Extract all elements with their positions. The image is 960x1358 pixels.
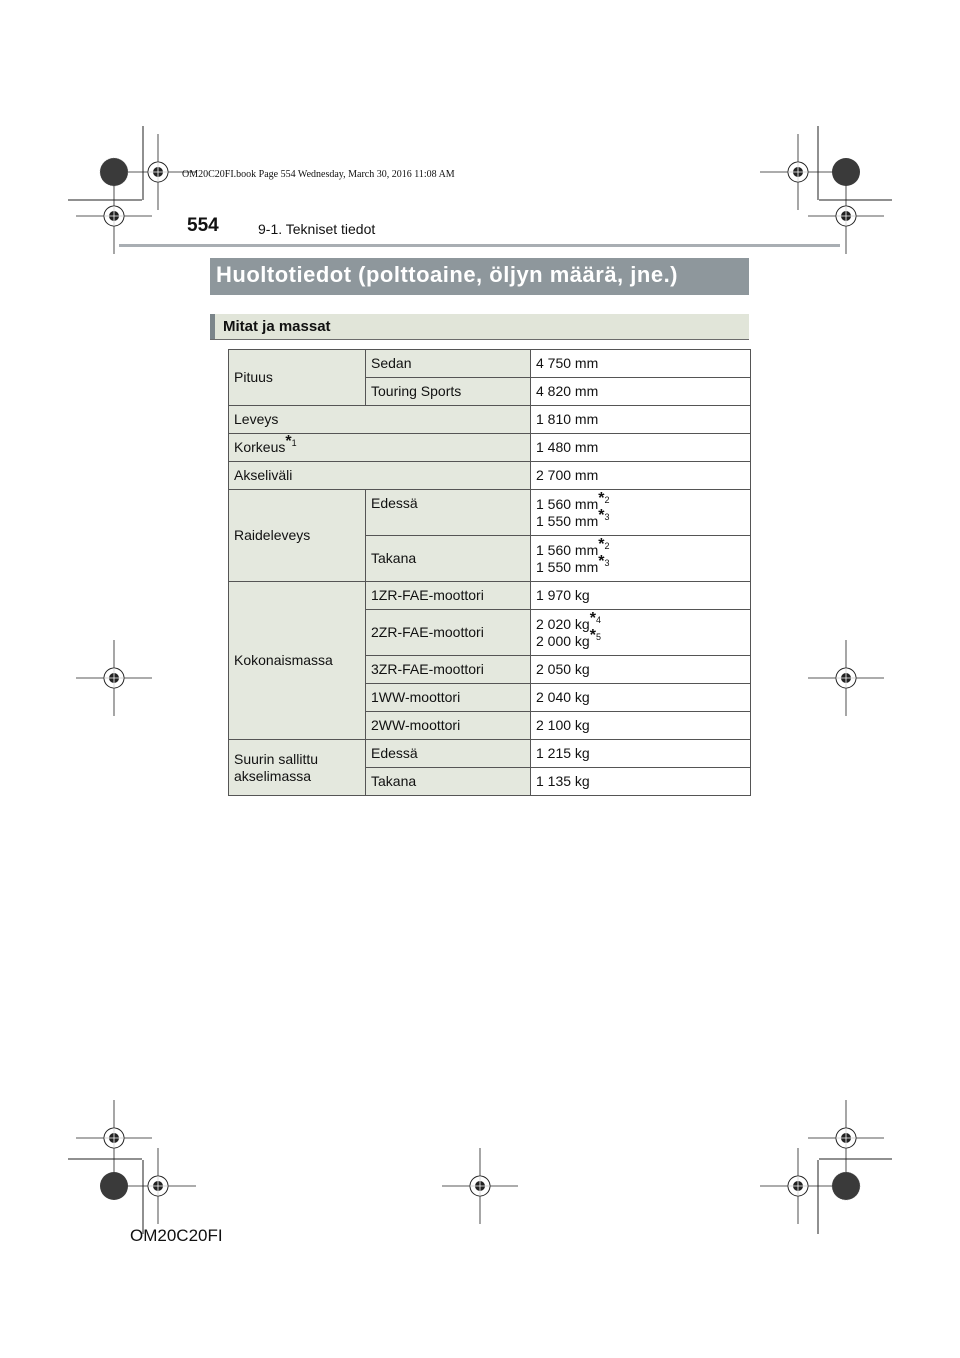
footnote-star: * — [589, 609, 596, 627]
engine-label: 1ZR-FAE-moottori — [366, 582, 531, 610]
table-row — [229, 406, 751, 434]
page-number: 554 — [187, 215, 219, 236]
engine-label: 2WW-moottori — [366, 712, 531, 740]
engine-label: 1WW-moottori — [366, 684, 531, 712]
akselivali-value: 2 700 mm — [531, 462, 751, 490]
table-row — [229, 490, 751, 536]
footnote-star: * — [285, 433, 292, 450]
value-line: 2 020 kg — [536, 615, 590, 632]
mass-value: 1 970 kg — [531, 582, 751, 610]
suurin-label: Suurin sallittu akselimassa — [229, 740, 366, 796]
section-title: 9-1. Tekniset tiedot — [258, 221, 376, 237]
suurin-rear-value: 1 135 kg — [531, 768, 751, 796]
raideleveys-rear-label: Takana — [366, 536, 531, 582]
footnote-star: * — [598, 489, 605, 507]
suurin-rear-label: Takana — [366, 768, 531, 796]
footnote-ref: 3 — [604, 511, 610, 522]
book-stamp: OM20C20FI.book Page 554 Wednesday, March 30, 2016 11:08 AM — [182, 169, 455, 180]
header-rule — [119, 244, 840, 247]
raideleveys-front-label: Edessä — [366, 490, 531, 536]
table-row — [229, 350, 751, 378]
mass-value: 2 100 kg — [531, 712, 751, 740]
footnote-ref: 3 — [604, 557, 610, 568]
specs-table — [228, 349, 751, 796]
main-title: Huoltotiedot (polttoaine, öljyn määrä, jne.) — [216, 262, 679, 287]
subsection-marker — [210, 314, 215, 339]
raideleveys-label: Raideleveys — [229, 490, 366, 582]
table-row — [229, 462, 751, 490]
table-row — [229, 582, 751, 610]
footnote-ref: 2 — [604, 494, 610, 505]
value-line: 1 550 mm — [536, 558, 599, 575]
pituus-label: Pituus — [229, 350, 366, 406]
pituus-sedan-value: 4 750 mm — [531, 350, 751, 378]
leveys-label: Leveys — [229, 406, 531, 434]
pituus-touring-value: 4 820 mm — [531, 378, 751, 406]
footnote-star: * — [598, 506, 605, 524]
leveys-value: 1 810 mm — [531, 406, 751, 434]
raideleveys-rear-value — [531, 536, 751, 582]
value-line: 1 560 mm — [536, 541, 599, 558]
kokonaismassa-label: Kokonaismassa — [229, 582, 366, 740]
pituus-touring-label: Touring Sports — [366, 378, 531, 406]
footnote-star: * — [598, 552, 605, 570]
table-row — [229, 434, 751, 462]
footer-code: OM20C20FI — [130, 1226, 223, 1245]
mass-value — [531, 610, 751, 656]
suurin-front-value: 1 215 kg — [531, 740, 751, 768]
korkeus-value: 1 480 mm — [531, 434, 751, 462]
main-title-band — [210, 258, 749, 295]
footnote-ref: 1 — [291, 438, 297, 448]
value-line: 1 550 mm — [536, 512, 599, 529]
subsection-band — [210, 314, 749, 340]
subsection-title: Mitat ja massat — [223, 318, 331, 335]
akselivali-label: Akseliväli — [229, 462, 531, 490]
mass-value: 2 050 kg — [531, 656, 751, 684]
mass-value: 2 040 kg — [531, 684, 751, 712]
value-line: 2 000 kg — [536, 632, 590, 649]
footnote-star: * — [589, 626, 596, 644]
korkeus-cell — [229, 434, 531, 462]
footnote-ref: 4 — [595, 614, 601, 625]
engine-label: 3ZR-FAE-moottori — [366, 656, 531, 684]
footnote-ref: 5 — [595, 631, 601, 642]
footnote-star: * — [598, 535, 605, 553]
raideleveys-front-value — [531, 490, 751, 536]
pituus-sedan-label: Sedan — [366, 350, 531, 378]
korkeus-label: Korkeus — [234, 439, 286, 455]
suurin-front-label: Edessä — [366, 740, 531, 768]
engine-label: 2ZR-FAE-moottori — [366, 610, 531, 656]
footnote-ref: 2 — [604, 540, 610, 551]
value-line: 1 560 mm — [536, 495, 599, 512]
table-row — [229, 740, 751, 768]
